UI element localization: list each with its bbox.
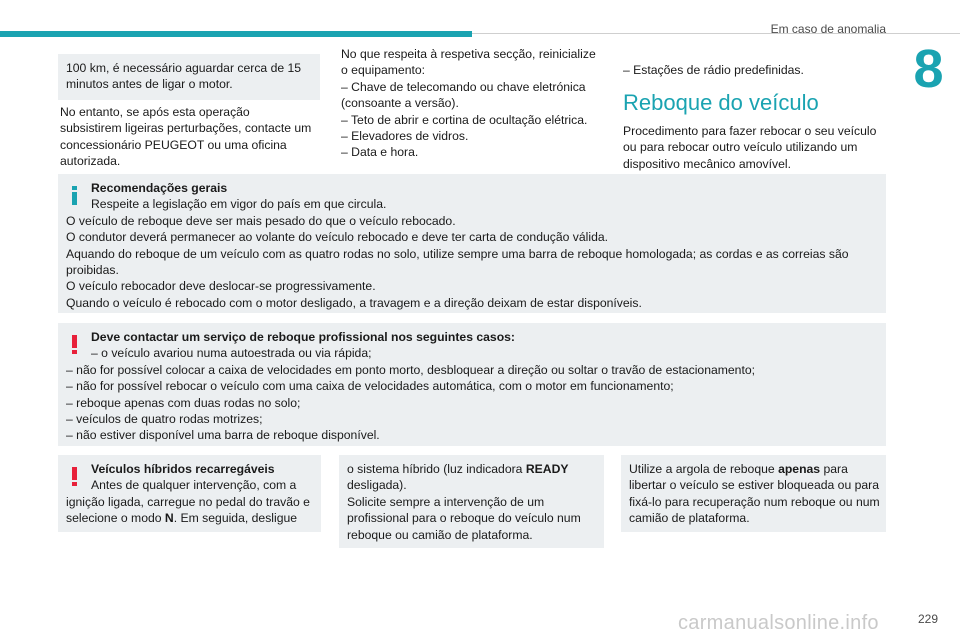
radio-stations-text: – Estações de rádio predefinidas. bbox=[623, 63, 804, 77]
reset-item: – Teto de abrir e cortina de ocultação elétrica. bbox=[341, 112, 588, 127]
header-accent-bar bbox=[0, 31, 472, 37]
towing-ring-box bbox=[621, 455, 886, 532]
professional-line: – veículos de quatro rodas motrizes; bbox=[66, 412, 263, 427]
header-rule bbox=[472, 33, 960, 34]
section-title: Em caso de anomalia bbox=[770, 22, 886, 36]
recommendation-line: Quando o veículo é rebocado com o motor desligado, a travagem e a direção deixam de estar disponíveis. bbox=[66, 295, 642, 310]
dealer-contact-paragraph bbox=[60, 104, 312, 170]
hybrid-vehicles-box bbox=[58, 455, 321, 532]
hybrid-cont-advice: Solicite sempre a intervenção de um profissional para o reboque do veículo num reboque ou camião de plataforma. bbox=[347, 494, 581, 542]
towing-heading: Reboque do veículo bbox=[623, 90, 819, 115]
towing-ring-text: Utilize a argola de reboque apenas para libertar o veículo se estiver bloqueada ou para fixá-lo para recuperação num reboque ou num camião de plataforma. bbox=[629, 462, 880, 526]
professional-line: – não for possível rebocar o veículo com uma caixa de velocidades automática, com o motor em funcionamento; bbox=[66, 379, 674, 394]
reset-item: – Chave de telecomando ou chave eletrónica (consoante a versão). bbox=[341, 79, 586, 111]
engine-wait-note bbox=[58, 54, 320, 100]
reset-equipment-section bbox=[341, 46, 599, 161]
reset-item: – Elevadores de vidros. bbox=[341, 129, 469, 144]
professional-line: – o veículo avariou numa autoestrada ou via rápida; bbox=[91, 346, 372, 361]
recommendation-line: O veículo de reboque deve ser mais pesado do que o veículo rebocado. bbox=[66, 213, 456, 228]
warning-icon bbox=[72, 467, 77, 486]
professional-towing-box bbox=[58, 323, 886, 446]
warning-icon bbox=[72, 335, 77, 354]
chapter-number: 8 bbox=[913, 39, 944, 99]
recommendation-line: Aquando do reboque de um veículo com as quatro rodas no solo, utilize sempre uma barra de reboque homologada; as cordas e as correias são proibidas. bbox=[66, 246, 849, 278]
towing-intro-text: Procedimento para fazer rebocar o seu veículo ou para rebocar outro veículo utilizando um dispositivo mecânico amovível. bbox=[623, 124, 877, 171]
hybrid-continuation-box bbox=[339, 455, 604, 548]
professional-line: – não estiver disponível uma barra de reboque disponível. bbox=[66, 428, 380, 443]
info-icon bbox=[72, 186, 77, 205]
engine-wait-text: 100 km, é necessário aguardar cerca de 15 minutos antes de ligar o motor. bbox=[66, 61, 302, 92]
professional-line: – reboque apenas com duas rodas no solo; bbox=[66, 395, 301, 410]
dealer-contact-text: No entanto, se após esta operação subsistirem ligeiras perturbações, contacte um concessionário PEUGEOT ou uma oficina autorizada. bbox=[60, 105, 312, 169]
reset-intro: No que respeita à respetiva secção, reinicialize o equipamento: bbox=[341, 47, 596, 78]
hybrid-cont-text: o sistema híbrido (luz indicadora READY desligada). bbox=[347, 462, 569, 493]
towing-intro-paragraph bbox=[623, 123, 885, 172]
recommendation-line: O veículo rebocador deve deslocar-se progressivamente. bbox=[66, 279, 376, 294]
page-number: 229 bbox=[917, 612, 938, 626]
professional-title: Deve contactar um serviço de reboque profissional nos seguintes casos: bbox=[91, 330, 515, 344]
recommendation-line: Respeite a legislação em vigor do país em que circula. bbox=[91, 197, 387, 212]
radio-stations-item bbox=[623, 62, 885, 78]
watermark: carmanualsonline.info bbox=[678, 612, 879, 634]
hybrid-text: Antes de qualquer intervenção, com a ignição ligada, carregue no pedal do travão e selecione o modo N. Em seguida, desligue bbox=[66, 478, 310, 526]
professional-line: – não for possível colocar a caixa de velocidades em ponto morto, desbloquear a direção ou soltar o travão de estacionamento; bbox=[66, 362, 756, 377]
reset-item: – Data e hora. bbox=[341, 145, 419, 160]
recommendations-box bbox=[58, 174, 886, 313]
recommendation-line: O condutor deverá permanecer ao volante do veículo rebocado e deve ter carta de condução válida. bbox=[66, 230, 609, 245]
hybrid-title: Veículos híbridos recarregáveis bbox=[91, 462, 275, 476]
recommendations-title: Recomendações gerais bbox=[91, 181, 228, 195]
